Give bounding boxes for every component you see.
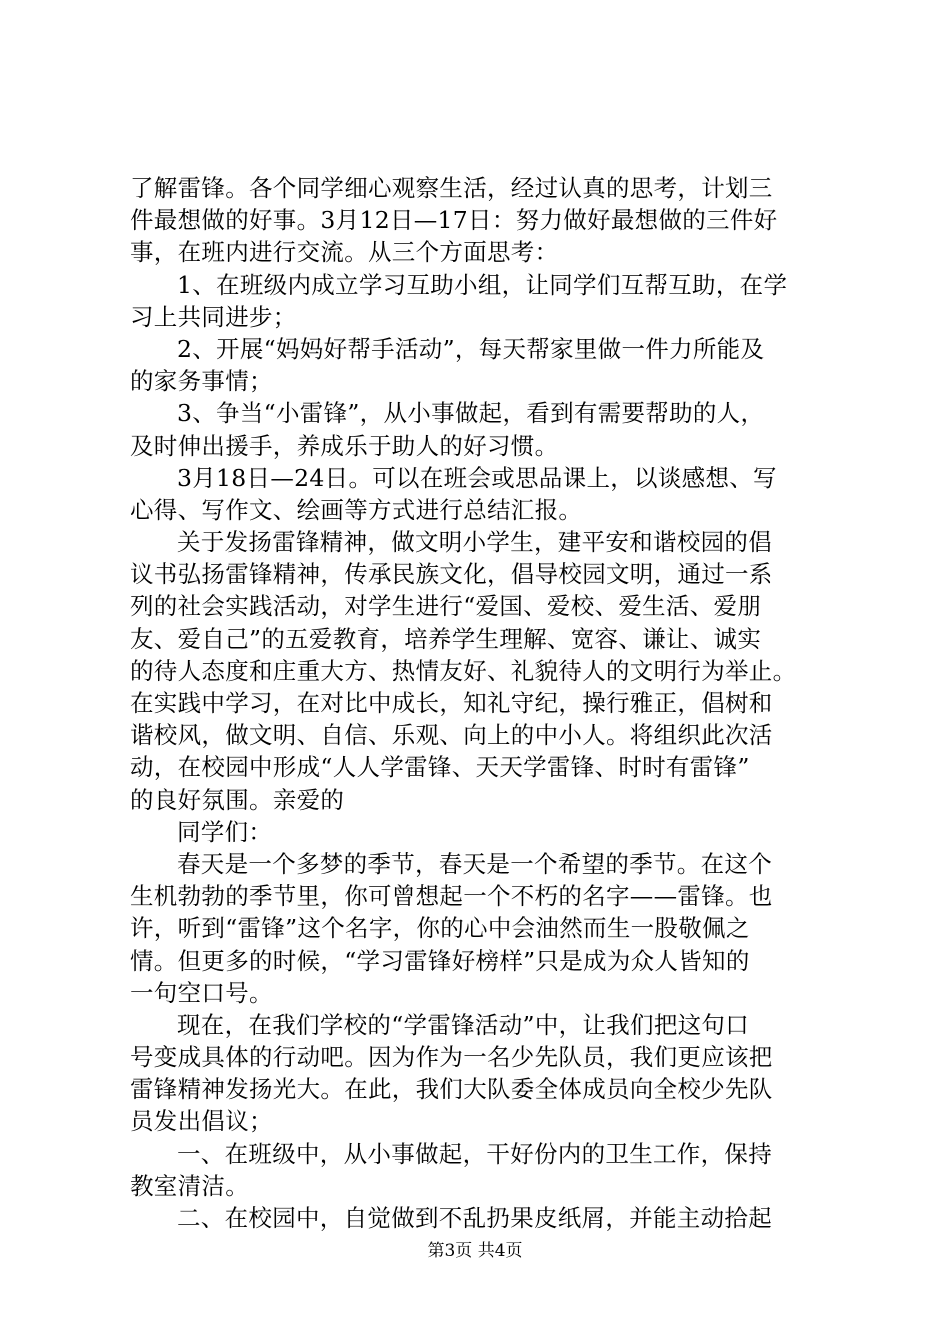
text-line: 号变成具体的行动吧。因为作为一名少先队员，我们更应该把 <box>130 1043 773 1072</box>
text-line: 动，在校园中形成“人人学雷锋、天天学雷锋、时时有雷锋” <box>130 753 750 782</box>
text-line: 一、在班级中，从小事做起，干好份内的卫生工作，保持 <box>177 1139 772 1168</box>
text-line: 现在，在我们学校的“学雷锋活动”中，让我们把这句口 <box>177 1010 750 1039</box>
text-line: 3月18日—24日。可以在班会或思品课上，以谈感想、写 <box>177 463 777 492</box>
text-line: 一句空口号。 <box>130 978 273 1007</box>
text-line: 在实践中学习，在对比中成长，知礼守纪，操行雅正，倡树和 <box>130 689 773 717</box>
text-line: 情。但更多的时候，“学习雷锋好榜样”只是成为众人皆知的 <box>130 946 750 975</box>
text-line: 春天是一个多梦的季节，春天是一个希望的季节。在这个 <box>177 849 772 878</box>
text-line: 及时伸出援手，养成乐于助人的好习惯。 <box>130 431 559 460</box>
text-line: 事，在班内进行交流。从三个方面思考： <box>130 238 559 267</box>
text-line: 二、在校园中，自觉做到不乱扔果皮纸屑，并能主动拾起 <box>177 1204 772 1232</box>
text-line: 习上共同进步； <box>130 302 297 331</box>
text-line: 同学们： <box>177 817 273 846</box>
text-line: 关于发扬雷锋精神，做文明小学生，建平安和谐校园的倡 <box>177 528 772 557</box>
text-line: 许，听到“雷锋”这个名字，你的心中会油然而生一股敬佩之 <box>130 914 750 943</box>
text-line: 雷锋精神发扬光大。在此，我们大队委全体成员向全校少先队 <box>130 1075 773 1104</box>
text-line: 议书弘扬雷锋精神，传承民族文化，倡导校园文明，通过一系 <box>130 560 773 589</box>
text-line: 教室清洁。 <box>130 1171 249 1200</box>
text-line: 友、爱自己”的五爱教育，培养学生理解、宽容、谦让、诚实 <box>130 624 762 653</box>
text-line: 的家务事情； <box>130 367 273 396</box>
text-line: 列的社会实践活动，对学生进行“爱国、爱校、爱生活、爱朋 <box>130 592 762 621</box>
text-line: 2、开展“妈妈好帮手活动”，每天帮家里做一件力所能及 <box>177 334 765 363</box>
text-line: 的待人态度和庄重大方、热情友好、礼貌待人的文明行为举止。 <box>130 656 797 685</box>
document-body <box>130 172 842 1234</box>
text-line: 3、争当“小雷锋”，从小事做起，看到有需要帮助的人， <box>177 399 765 428</box>
page-footer <box>0 1240 950 1262</box>
text-line: 心得、写作文、绘画等方式进行总结汇报。 <box>130 495 583 524</box>
text-line: 的良好氛围。亲爱的 <box>130 785 345 814</box>
text-line: 生机勃勃的季节里，你可曾想起一个不朽的名字——雷锋。也 <box>130 882 773 911</box>
text-line: 件最想做的好事。3月12日—17日：努力做好最想做的三件好 <box>130 206 778 235</box>
text-line: 谐校风，做文明、自信、乐观、向上的中小人。将组织此次活 <box>130 721 773 750</box>
text-line: 了解雷锋。各个同学细心观察生活，经过认真的思考，计划三 <box>130 174 773 202</box>
text-line: 1、在班级内成立学习互助小组，让同学们互帮互助，在学 <box>177 270 788 299</box>
text-line: 员发出倡议； <box>130 1107 273 1136</box>
page-number-label: 第3页 共4页 <box>427 1241 523 1261</box>
